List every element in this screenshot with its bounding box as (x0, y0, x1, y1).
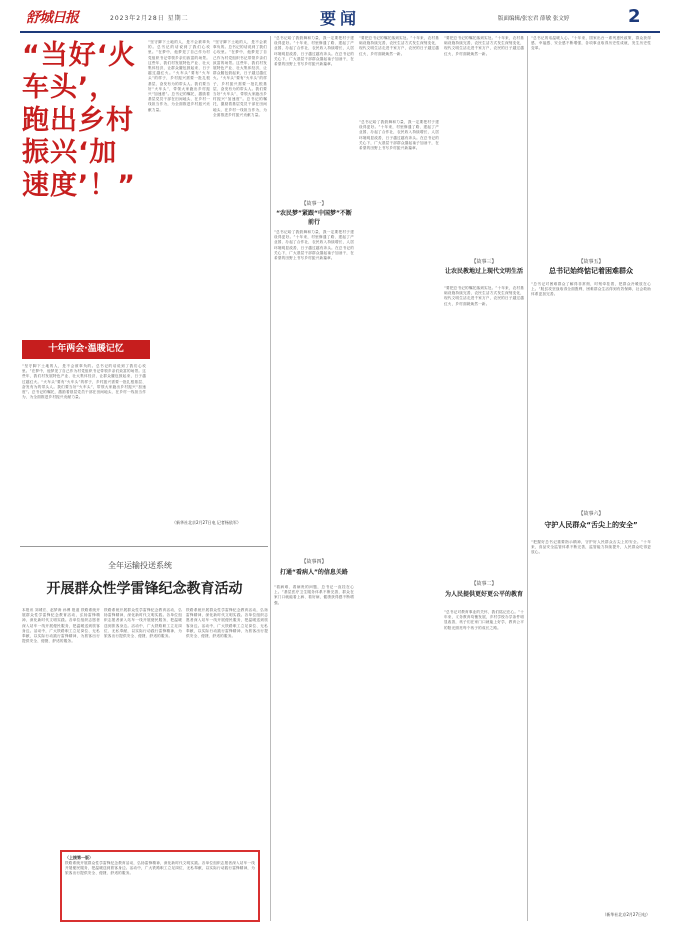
story6-body: “把握好总书记重要指示精神，守护好人民群众舌尖上的安全。”十年来，食品安全监管体系不断完善，监管能力持续提升，人民群众吃得更放心。 (531, 540, 651, 555)
railway-body-1 (22, 608, 100, 848)
story4-body: “看病难、看病贵的问题，总书记一直挂在心上。”基层医疗卫生服务体系不断完善，群众在家门口就能看上病、看好病，健康获得感不断增强。 (274, 585, 354, 605)
mid-intro-col2: “要把总书记的嘱托落到实处。”十年来，农村基础设施持续完善，农民生活方式发生深刻变化，现代文明生活走进千家万户，农民的日子越过越红火，乡村面貌焕然一新。 (359, 36, 439, 56)
issue-date: 2023年2月28日 星期二 (110, 15, 189, 22)
lead-body-left: “坚守脚下土地的人，是不会被辜负的。总书记的话说到了我们心坎里。”在梦中，他梦见了自己作为村党组织书记带领乡亲们致富的场景。这些年，我们村发展特色产业、壮大集体经济，让群众腰包鼓起来，日子越过越红火。“火车头”要有“火车头”的样子，乡村振兴需要一批扎根基层、奋发有为的带头人。我们要当好“火车头”，带领大家跑出乡村振兴“加速度”。总书记的嘱托，激励着基层党员干部在田间地头、在乡村一线担当作为，为全面推进乡村振兴贡献力量。 (22, 364, 146, 400)
story4-tag: 【故事四】 (301, 559, 327, 565)
mid-intro-col1: “总书记给了我鼓舞和力量，我一定要把村子建设得更好。”十年来，村里修通了路、建起了产业园、办起了合作社，农民收入持续增长，人居环境明显改善，日子越过越有奔头。在总书记的关心下，广大基层干部群众撸起袖子加油干，在希望的田野上书写乡村振兴新篇章。 (274, 36, 354, 67)
story5-title: 总书记始终惦记着困难群众 (549, 267, 633, 275)
newspaper-logo: 舒城日报 (26, 10, 78, 26)
story4-title: 打通“看病人”的信息关路 (280, 569, 348, 576)
masthead (20, 3, 660, 31)
lead-divider (20, 546, 268, 547)
column-separator-1 (270, 36, 271, 921)
story3-tag: 【故事三】 (471, 259, 497, 265)
story1-body: “总书记给了我鼓舞和力量，我一定要把村子建设得更好。”十年来，村里修通了路、建起了产业园、办起了合作社，农民收入持续增长，人居环境明显改善，日子越过越有奔头。在总书记的关心下，广大基层干部群众撸起袖子加油干，在希望的田野上书写乡村振兴新篇章。 (274, 230, 354, 261)
railway-headline: 开展群众性学雷锋纪念教育活动 (46, 581, 243, 597)
right-col-body-a: “总书记的话温暖人心。”十年来，国家出台一系列惠民政策，群众获得感、幸福感、安全感不断增强，各项事业取得历史性成就，发生历史性变革。 (531, 36, 651, 51)
story6-tag: 【故事六】 (578, 511, 604, 517)
masthead-rule (20, 31, 660, 33)
railway-body-text-1: 铁路系统开展群众性学雷锋纪念教育活动，弘扬雷锋精神，深化新时代文明实践。各单位组织志愿者深入站车一线开展便民服务，把温暖送到旅客身边。活动中，广大铁路职工立足岗位、无私奉献，以实际行动践行雷锋精神，为旅客出行提供安全、便捷、舒适的服务。 (22, 608, 100, 644)
lead-body-col3: “坚守脚下土地的人，是不会被辜负的。总书记的话说到了我们心坎里。”在梦中，他梦见了自己作为村党组织书记带领乡亲们致富的场景。这些年，我们村发展特色产业、壮大集体经济，让群众腰包鼓起来，日子越过越红火。“火车头”要有“火车头”的样子，乡村振兴需要一批扎根基层、奋发有为的带头人。我们要当好“火车头”，带领大家跑出乡村振兴“加速度”。总书记的嘱托，激励着基层党员干部在田间地头、在乡村一线担当作为，为全面推进乡村振兴贡献力量。 (213, 40, 267, 117)
page-number: 2 (628, 6, 641, 27)
railway-kicker: 全年运输投送系统 (108, 561, 172, 570)
story5-tag: 【故事五】 (578, 259, 604, 265)
story1-title: “农民梦”紧跟“中国梦”不断前行 (276, 210, 352, 226)
mid-col2-body: “总书记给了我鼓舞和力量，我一定要把村子建设得更好。”十年来，村里修通了路、建起了产业园、办起了合作社，农民收入持续增长，人居环境明显改善，日子越过越有奔头。在总书记的关心下，广大基层干部群众撸起袖子加油干，在希望的田野上书写乡村振兴新篇章。 (359, 120, 439, 151)
mid-intro-col3: “要把总书记的嘱托落到实处。”十年来，农村基础设施持续完善，农民生活方式发生深刻变化，现代文明生活走进千家万户，农民的日子越过越红火，乡村面貌焕然一新。 (444, 36, 524, 56)
railway-body-2: 铁路系统开展群众性学雷锋纪念教育活动，弘扬雷锋精神，深化新时代文明实践。各单位组织志愿者深入站车一线开展便民服务，把温暖送到旅客身边。活动中，广大铁路职工立足岗位、无私奉献，以实际行动践行雷锋精神，为旅客出行提供安全、便捷、舒适的服务。 (104, 608, 182, 639)
story5-body: “总书记对困难群众了解得非常细，时刻牵挂着，把群众冷暖放在心上。”脱贫攻坚战取得全面胜利，困难群众生活得到有效保障，社会救助体系更加完善。 (531, 282, 651, 297)
railway-body-3: 铁路系统开展群众性学雷锋纪念教育活动，弘扬雷锋精神，深化新时代文明实践。各单位组织志愿者深入站车一线开展便民服务，把温暖送到旅客身边。活动中，广大铁路职工立足岗位、无私奉献，以实际行动践行雷锋精神，为旅客出行提供安全、便捷、舒适的服务。 (186, 608, 268, 639)
continued-body: 铁路系统开展群众性学雷锋纪念教育活动，弘扬雷锋精神，深化新时代文明实践。各单位组织志愿者深入站车一线开展便民服务，把温暖送到旅客身边。活动中，广大铁路职工立足岗位、无私奉献，以实际行动践行雷锋精神，为旅客出行提供安全、便捷、舒适的服务。 (65, 861, 255, 876)
section-title: 要闻 (320, 9, 361, 28)
lead-headline: “当好‘火车头’，跑出乡村振兴‘加速度’！” (22, 40, 137, 201)
story1-tag: 【故事一】 (301, 201, 327, 207)
section-banner: 十年两会·温暖记忆 (22, 340, 150, 359)
lead-headline-box (22, 40, 142, 335)
editors-credit: 版面编辑/张宏君 薛敏 张文婷 (498, 16, 570, 22)
story3-body: “要把总书记的嘱托落到实处。”十年来，农村基础设施持续完善，农民生活方式发生深刻变化，现代文明生活走进千家万户，农民的日子越过越红火，乡村面貌焕然一新。 (444, 286, 524, 306)
story2-body: “总书记对教育事业的关怀，我们铭记在心。”十年来，义务教育均衡发展，乡村学校办学条件明显改善，孩子们在家门口就能上好学，教育公平的阳光照亮每个孩子的成长之路。 (444, 610, 524, 630)
right-source: （新华社北京2月27日电） (602, 912, 650, 917)
continued-label: （上接第一版） (65, 855, 93, 860)
lead-source: （新华社北京2月27日电 记者杨依军） (172, 520, 241, 525)
railway-byline: 本报讯 刘城宏、赵梦涛 孙博 报道 (22, 608, 80, 612)
story6-title: 守护人民群众“舌尖上的安全” (544, 521, 638, 529)
column-separator-2 (527, 36, 528, 921)
story3-title: 让农民教地过上现代文明生活 (444, 268, 523, 275)
lead-body-col2: “坚守脚下土地的人，是不会被辜负的。总书记的话说到了我们心坎里。”在梦中，他梦见了自己作为村党组织书记带领乡亲们致富的场景。这些年，我们村发展特色产业、壮大集体经济，让群众腰包鼓起来，日子越过越红火。“火车头”要有“火车头”的样子，乡村振兴需要一批扎根基层、奋发有为的带头人。我们要当好“火车头”，带领大家跑出乡村振兴“加速度”。总书记的嘱托，激励着基层党员干部在田间地头、在乡村一线担当作为，为全面推进乡村振兴贡献力量。 (148, 40, 210, 112)
story2-tag: 【故事二】 (471, 581, 497, 587)
continued-box (60, 850, 260, 922)
story2-title: 为人民提供更好更公平的教育 (444, 591, 523, 598)
